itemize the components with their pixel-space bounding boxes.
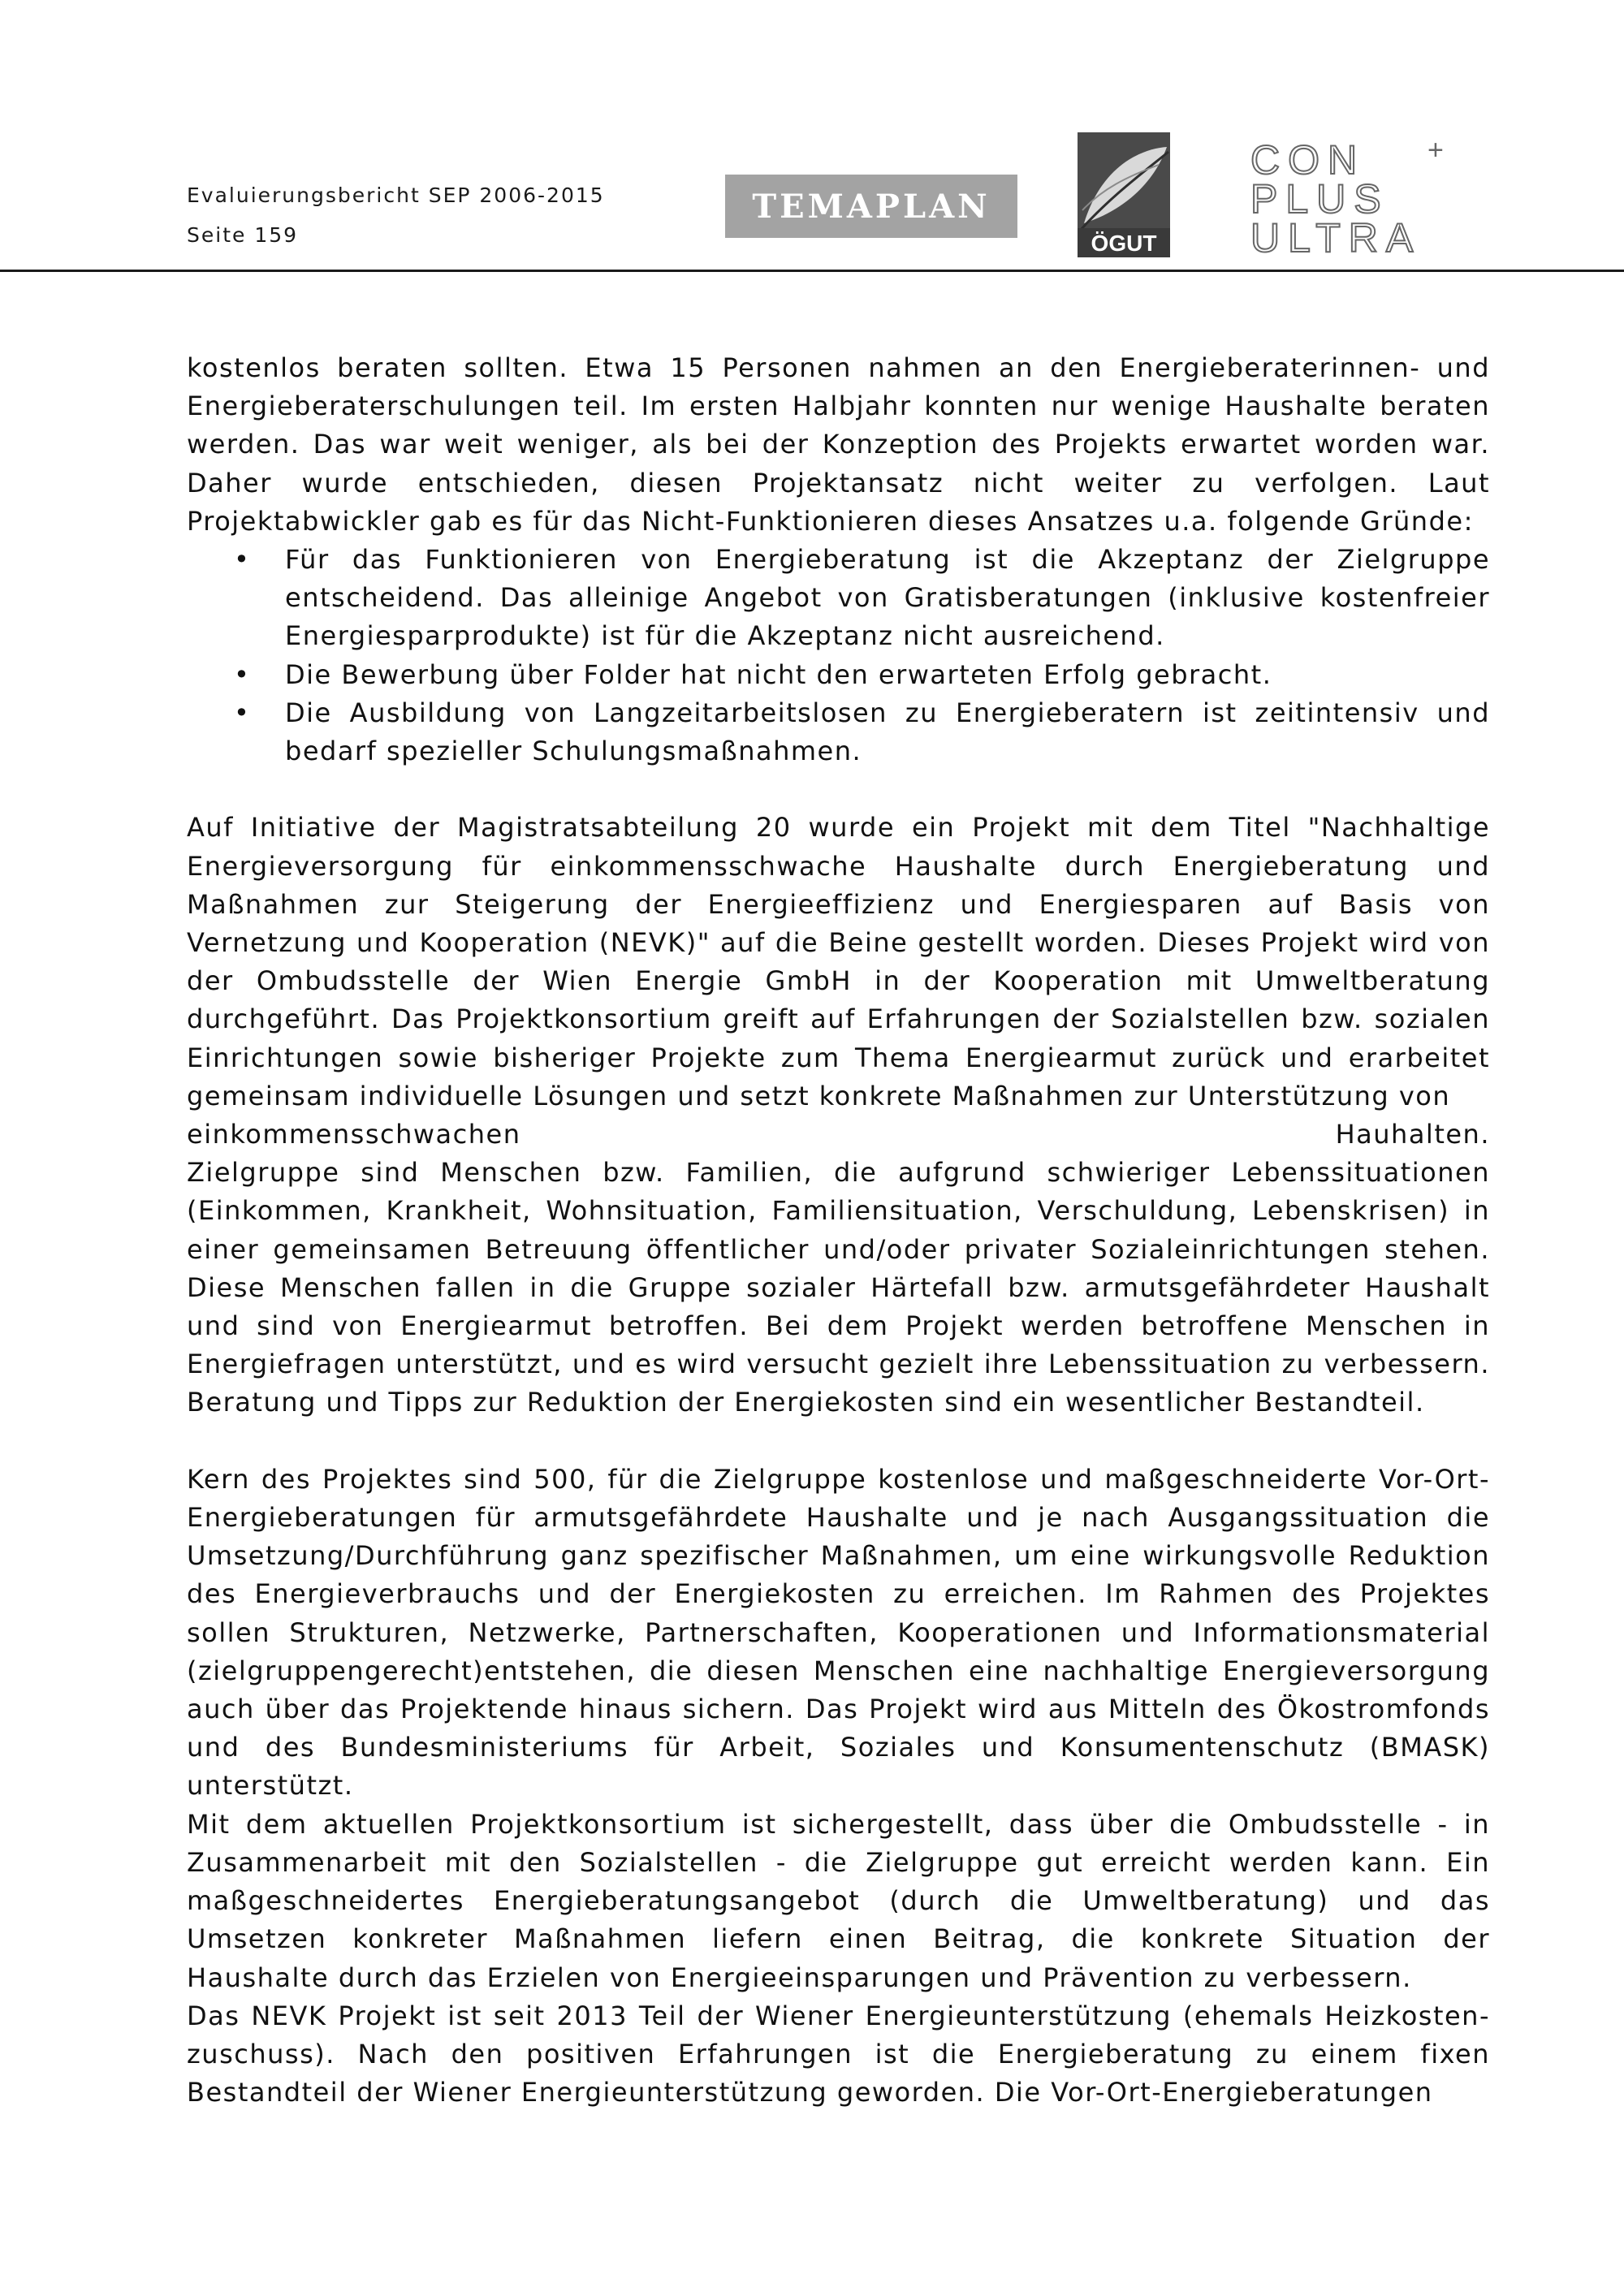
- bullet-item: • Für das Funktionieren von Energieberatung ist die Akzeptanz der Zielgruppe entscheidend. Das alleinige Angebot von Gratisberatungen (inklusive kostenfreier Energiesparprodukte) ist für die Akzeptanz nicht ausreichend.: [187, 541, 1490, 656]
- ogut-logo-text: ÖGUT: [1091, 231, 1157, 256]
- logo-plus-mark: +: [1427, 136, 1444, 166]
- logo-word-2: PLUS: [1250, 176, 1389, 222]
- header-divider: [0, 270, 1624, 272]
- report-title: Evaluierungsbericht SEP 2006-2015: [187, 183, 605, 207]
- logo-word-3: ULTRA: [1250, 215, 1422, 258]
- paragraph-2-end-left: einkommensschwachen: [187, 1119, 521, 1150]
- paragraph-spacer: [187, 770, 1490, 809]
- paragraph-3: Zielgruppe sind Menschen bzw. Familien, die aufgrund schwieriger Lebenssituationen (Einkommen, Krankheit, Wohnsituation, Familiensituation, Verschuldung, Lebenskrisen) in einer gemeinsamen Betreuung öffentlicher und/oder privater Sozialeinrichtungen stehen. Diese Menschen fallen in die Gruppe sozialer Härtefall bzw. armutsgefährdeter Haushalt und sind von Energiearmut betroffen. Bei dem Projekt werden betroffene Menschen in Energiefragen unterstützt, und es wird versucht gezielt ihre Lebenssituation zu verbessern. Beratung und Tipps zur Reduktion der Energiekosten sind ein wesentlicher Bestandteil.: [187, 1157, 1490, 1418]
- bullet-list: [187, 541, 1490, 770]
- paragraph-4: Kern des Projektes sind 500, für die Zielgruppe kostenlose und maßgeschneiderte Vor-Ort-Energieberatungen für armutsgefährdete Haushalte und je nach Ausgangssituation die Umsetzung/Durchführung ganz spezifischer Maßnahmen, um eine wirkungsvolle Reduktion des Energieverbrauchs und der Energiekosten zu erreichen. Im Rahmen des Projektes sollen Strukturen, Netzwerke, Partnerschaften, Kooperationen und Informationsmaterial (zielgruppengerecht)entstehen, die diesen Menschen eine nachhaltige Energieversorgung auch über das Projektende hinaus sichern. Das Projekt wird aus Mitteln des Ökostromfonds und des Bundesministeriums für Arbeit, Soziales und Konsumentenschutz (BMASK) unterstützt.: [187, 1463, 1490, 1802]
- paragraph-1: kostenlos beraten sollten. Etwa 15 Personen nahmen an den Energieberaterinnen- und Energieberaterschulungen teil. Im ersten Halbjahr konnten nur wenige Haushalte beraten werden. Das war weit weniger, als bei der Konzeption des Projekts erwartet worden war. Daher wurde entschieden, diesen Projektansatz nicht weiter zu verfolgen. Laut Projektabwickler gab es für das Nicht-Funktionieren dieses Ansatzes u.a. folgende Gründe:: [187, 352, 1490, 537]
- body-text: [187, 349, 1490, 2112]
- bullet-item: • Die Bewerbung über Folder hat nicht den erwarteten Erfolg gebracht.: [187, 656, 1490, 694]
- paragraph-spacer: [187, 1422, 1490, 1461]
- paragraph-6: Das NEVK Projekt ist seit 2013 Teil der Wiener Energieunterstützung (ehemals Heizkosten-zuschuss). Nach den positiven Erfahrungen ist die Energieberatung zu einem fixen Bestandteil der Wiener Energieunterstützung geworden. Die Vor-Ort-Energieberatungen: [187, 2000, 1490, 2108]
- paragraph-2-last-line: [187, 1116, 1490, 1154]
- ogut-logo: [1078, 132, 1170, 257]
- paragraph-2: Auf Initiative der Magistratsabteilung 20 wurde ein Projekt mit dem Titel "Nachhaltige Energieversorgung für einkommensschwache Haushalte durch Energieberatung und Maßnahmen zur Steigerung der Energieeffizienz und Energiesparen auf Basis von Vernetzung und Kooperation (NEVK)" auf die Beine gestellt worden. Dieses Projekt wird von der Ombudsstelle der Wien Energie GmbH in der Kooperation mit Umweltberatung durchgeführt. Das Projektkonsortium greift auf Erfahrungen der Sozialstellen bzw. sozialen Einrichtungen sowie bisheriger Projekte zum Thema Energiearmut zurück und erarbeitet gemeinsam individuelle Lösungen und setzt konkrete Maßnahmen zur Unterstützung von: [187, 812, 1490, 1111]
- page-header: [187, 175, 605, 255]
- conplusultra-logo: [1250, 136, 1453, 258]
- page-number: Seite 159: [187, 223, 299, 247]
- paragraph-2-end-right: Hauhalten.: [1335, 1119, 1490, 1150]
- logo-word-1: CON: [1250, 137, 1366, 183]
- temaplan-logo: TEMAPLAN: [725, 175, 1017, 238]
- paragraph-5: Mit dem aktuellen Projektkonsortium ist sichergestellt, dass über die Ombudsstelle - in Zusammenarbeit mit den Sozialstellen - die Zielgruppe gut erreicht werden kann. Ein maßgeschneidertes Energieberatungsangebot (durch die Umweltberatung) und das Umsetzen konkreter Maßnahmen liefern einen Beitrag, die konkrete Situation der Haushalte durch das Erzielen von Energieeinsparungen und Prävention zu verbessern.: [187, 1808, 1490, 1993]
- bullet-item: • Die Ausbildung von Langzeitarbeitslosen zu Energieberatern ist zeitintensiv und bedarf spezieller Schulungsmaßnahmen.: [187, 694, 1490, 770]
